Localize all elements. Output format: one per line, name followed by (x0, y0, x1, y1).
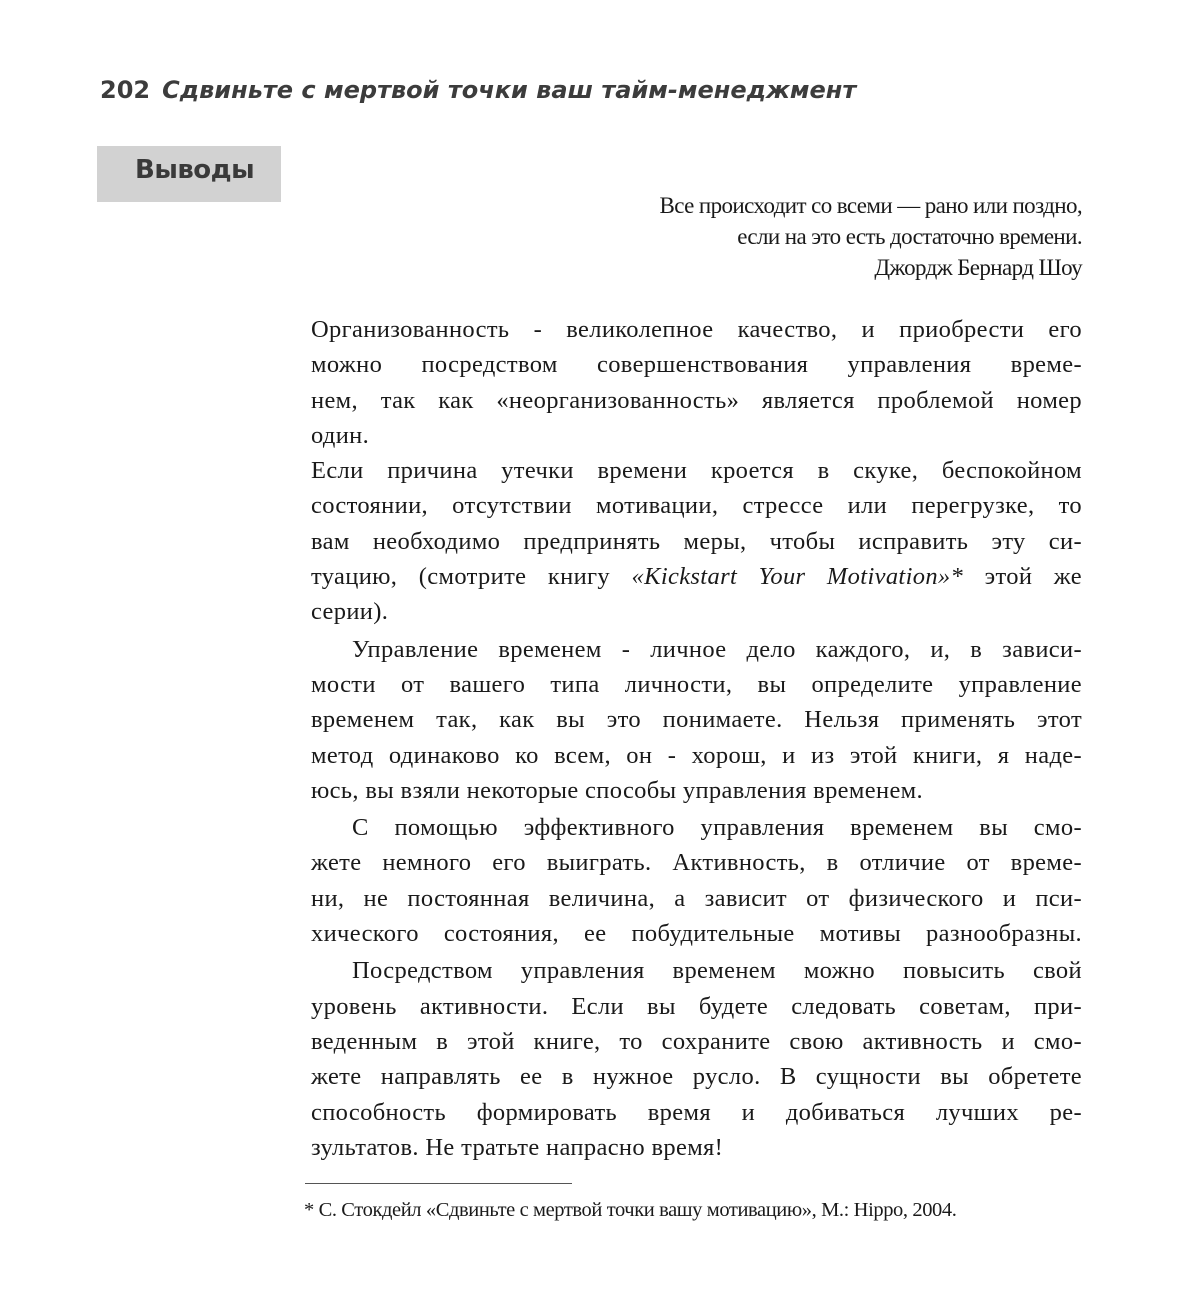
text-line: жете направлять ее в нужное русло. В сущности вы обретете (311, 1063, 1082, 1091)
text-line: Управление временем - личное дело каждого, и, в зависи- (352, 635, 1082, 663)
running-head (100, 76, 856, 104)
text-line: ни, не постоянная величина, а зависит от физического и пси- (311, 884, 1082, 912)
book-title: Сдвиньте с мертвой точки ваш тайм-менеджмент (162, 76, 857, 104)
text-line: Если причина утечки времени кроется в скуке, беспокойном (311, 457, 1082, 485)
text-line: Организованность - великолепное качество, и приобрести его (311, 316, 1082, 343)
epigraph-line: Все происходит со всеми — рано или поздно, (659, 193, 1082, 218)
text-line: вам необходимо предпринять меры, чтобы исправить эту си- (311, 527, 1082, 555)
text-line: временем так, как вы это понимаете. Нельзя применять этот (311, 706, 1082, 734)
section-title: Выводы (135, 155, 255, 185)
page-number: 202 (100, 76, 151, 104)
text-line: зультатов. Не тратьте напрасно время! (311, 1133, 724, 1161)
text-line: метод одинаково ко всем, он - хорош, и из этой книги, я наде- (311, 741, 1082, 769)
text-line: мости от вашего типа личности, вы определите управление (311, 670, 1082, 698)
text-line: юсь, вы взяли некоторые способы управления временем. (311, 776, 924, 804)
text-line: серии). (311, 598, 389, 626)
text-line: С помощью эффективного управления временем вы смо- (352, 814, 1082, 842)
text-line: уровень активности. Если вы будете следовать советам, при- (311, 992, 1082, 1020)
section-heading-box (97, 146, 281, 202)
text-line: хического состояния, ее побудительные мотивы разнообразны. (311, 920, 1082, 948)
text-line: жете немного его выиграть. Активность, в отличие от време- (311, 849, 1082, 877)
footnote: * С. Стокдейл «Сдвиньте с мертвой точки вашу мотивацию», М.: Hippo, 2004. (304, 1199, 957, 1221)
book-reference: «Kickstart Your Motivation»* (631, 563, 964, 591)
epigraph-line: если на это есть достаточно времени. (737, 224, 1082, 249)
body-text (311, 312, 1082, 1165)
text-line: можно посредством совершенствования управления време- (311, 351, 1082, 379)
text-line: состоянии, отсутствии мотивации, стрессе или перегрузке, то (311, 492, 1082, 520)
footnote-rule (305, 1183, 572, 1184)
text-line (311, 559, 1082, 594)
epigraph (660, 190, 1082, 283)
epigraph-author: Джордж Бернард Шоу (874, 255, 1082, 280)
text-segment: этой же (963, 563, 1082, 591)
text-segment: туацию, (смотрите книгу (311, 563, 632, 591)
text-line: веденным в этой книге, то сохраните свою активность и смо- (311, 1027, 1082, 1055)
text-line: Посредством управления временем можно повысить свой (352, 957, 1082, 985)
text-line: нем, так как «неорганизованность» является проблемой номер (311, 386, 1082, 414)
text-line: способность формировать время и добиваться лучших ре- (311, 1098, 1082, 1126)
text-line: один. (311, 421, 370, 449)
